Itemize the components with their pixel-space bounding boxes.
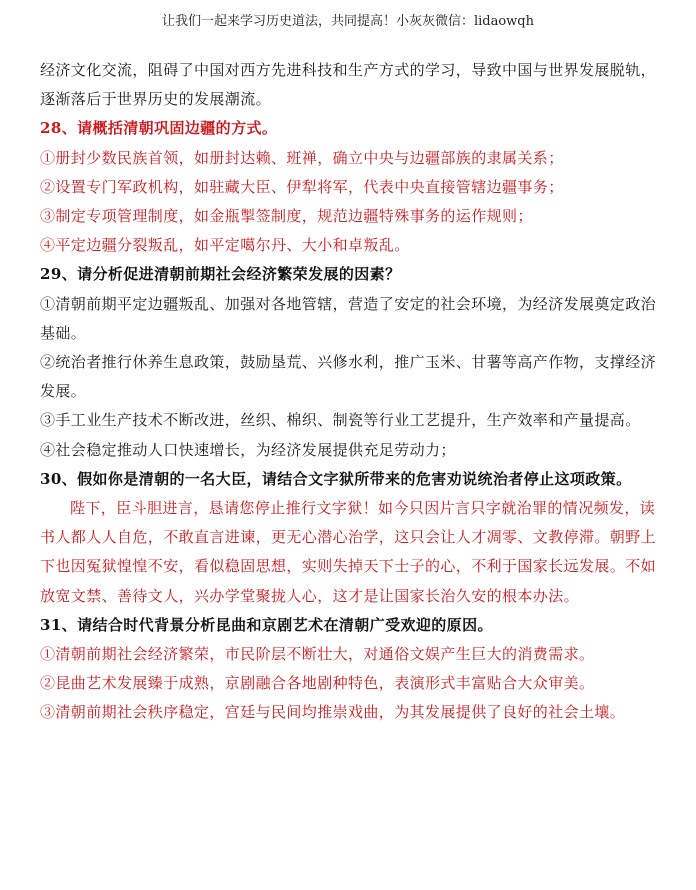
question-28-answer-4: ④平定边疆分裂叛乱，如平定噶尔丹、大小和卓叛乱。 [40,236,410,255]
document-body [40,56,662,728]
question-29-answer-4: ④社会稳定推动人口快速增长，为经济发展提供充足劳动力； [40,440,456,459]
question-29-answer-3: ③手工业生产技术不断改进，丝织、棉织、制瓷等行业工艺提升，生产效率和产量提高。 [40,411,641,430]
question-30-block [40,465,662,611]
intro-paragraph: 经济文化交流，阻碍了中国对西方先进科技和生产方式的学习，导致中国与世界发展脱轨，逐渐落后于世界历史的发展潮流。 [40,61,657,109]
question-28-title: 28、请概括清朝巩固边疆的方式。 [40,119,278,138]
question-30-title: 30、假如你是清朝的一名大臣，请结合文字狱所带来的危害劝说统治者停止这项政策。 [40,469,632,488]
page-header: 让我们一起来学习历史道法，共同提高！小灰灰微信：lidaowqh [161,14,535,29]
question-28-answer-1: ①册封少数民族首领，如册封达赖、班禅，确立中央与边疆部族的隶属关系； [40,148,564,167]
question-30-answer: 陛下，臣斗胆进言，恳请您停止推行文字狱！如今只因片言只字就治罪的情况频发，读书人都人人自危，不敢直言进谏，更无心潜心治学，这只会让人才凋零、文教停滞。朝野上下也因冤狱惶惶不安，看似稳固思想，实则失掉天下士子的心，不利于国家长远发展。不如放宽文禁、善待文人，兴办学堂聚拢人心，这才是让国家长治久安的根本办法。 [40,499,657,605]
question-29-title: 29、请分析促进清朝前期社会经济繁荣发展的因素？ [40,265,401,284]
question-29-answer-1: ①清朝前期平定边疆叛乱、加强对各地管辖，营造了安定的社会环境，为经济发展奠定政治基础。 [40,294,657,342]
question-31-answer-1: ①清朝前期社会经济繁荣，市民阶层不断壮大，对通俗文娱产生巨大的消费需求。 [40,645,595,664]
question-28-answer-3: ③制定专项管理制度，如金瓶掣签制度，规范边疆特殊事务的运作规则； [40,207,533,226]
question-29-answer-2: ②统治者推行休养生息政策，鼓励垦荒、兴修水利，推广玉米、甘薯等高产作物，支撑经济发展。 [40,353,657,401]
question-28-answer-2: ②设置专门军政机构，如驻藏大臣、伊犁将军，代表中央直接管辖边疆事务； [40,177,564,196]
question-31-block [40,611,662,728]
question-31-title: 31、请结合时代背景分析昆曲和京剧艺术在清朝广受欢迎的原因。 [40,615,493,634]
question-31-answer-2: ②昆曲艺术发展臻于成熟，京剧融合各地剧种特色，表演形式丰富贴合大众审美。 [40,674,595,693]
question-31-answer-3: ③清朝前期社会秩序稳定，宫廷与民间均推崇戏曲，为其发展提供了良好的社会土壤。 [40,703,626,722]
question-29-block [40,260,662,464]
question-28-block [40,114,662,260]
